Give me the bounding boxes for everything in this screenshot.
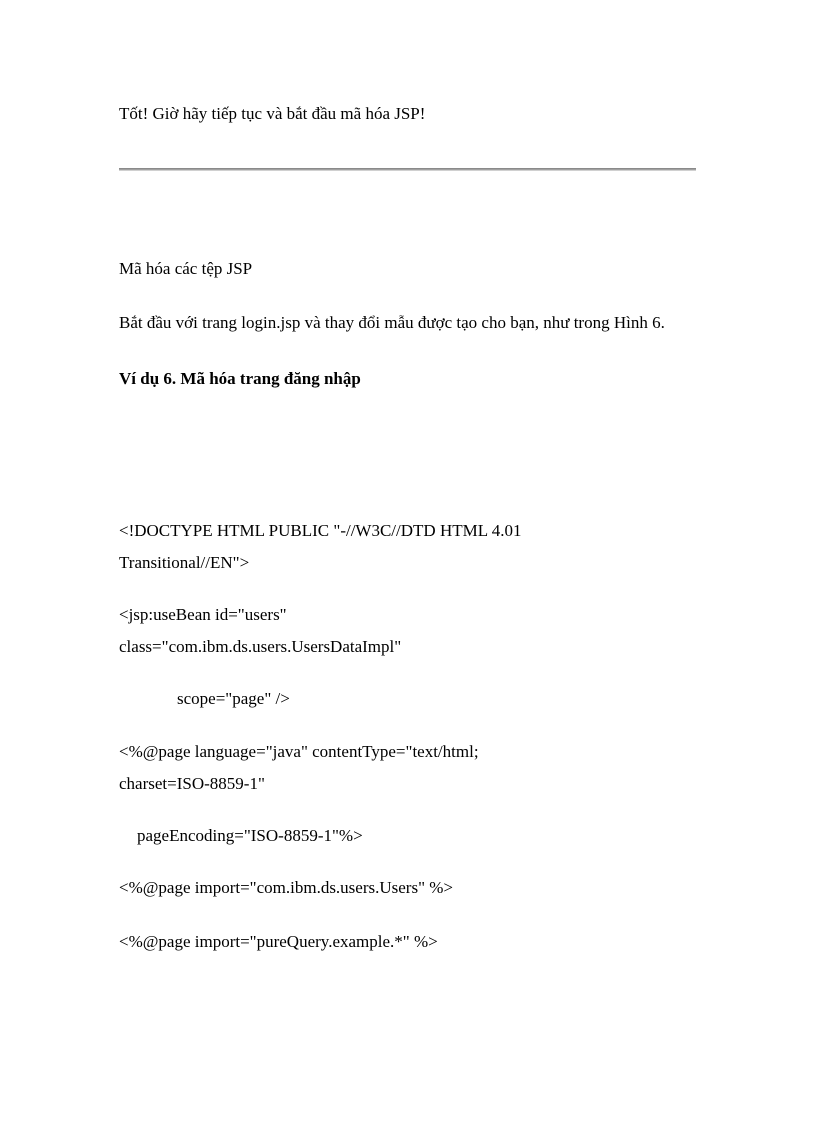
code-doctype-line-1: <!DOCTYPE HTML PUBLIC "-//W3C//DTD HTML 4.01 [119, 521, 522, 540]
code-import-line-1: <%@page import="com.ibm.ds.users.Users" %> [119, 878, 454, 897]
code-usebean-line-2: class="com.ibm.ds.users.UsersDataImpl" [119, 637, 402, 656]
intro-line: Tốt! Giờ hãy tiếp tục và bắt đầu mã hóa JSP! [119, 104, 426, 123]
example-heading: Ví dụ 6. Mã hóa trang đăng nhập [119, 369, 361, 388]
code-doctype-line-2: Transitional//EN"> [119, 553, 250, 572]
section-title: Mã hóa các tệp JSP [119, 259, 253, 278]
horizontal-rule [119, 168, 696, 171]
code-usebean-line-3: scope="page" /> [177, 689, 290, 708]
section-intro: Bắt đầu với trang login.jsp và thay đổi mẫu được tạo cho bạn, như trong Hình 6. [119, 313, 665, 332]
code-import-line-2: <%@page import="pureQuery.example.*" %> [119, 932, 438, 951]
code-page-line-3: pageEncoding="ISO-8859-1"%> [137, 826, 363, 845]
code-page-line-1: <%@page language="java" contentType="text/html; [119, 742, 479, 761]
code-page-line-2: charset=ISO-8859-1" [119, 774, 265, 793]
code-usebean-line-1: <jsp:useBean id="users" [119, 605, 287, 624]
